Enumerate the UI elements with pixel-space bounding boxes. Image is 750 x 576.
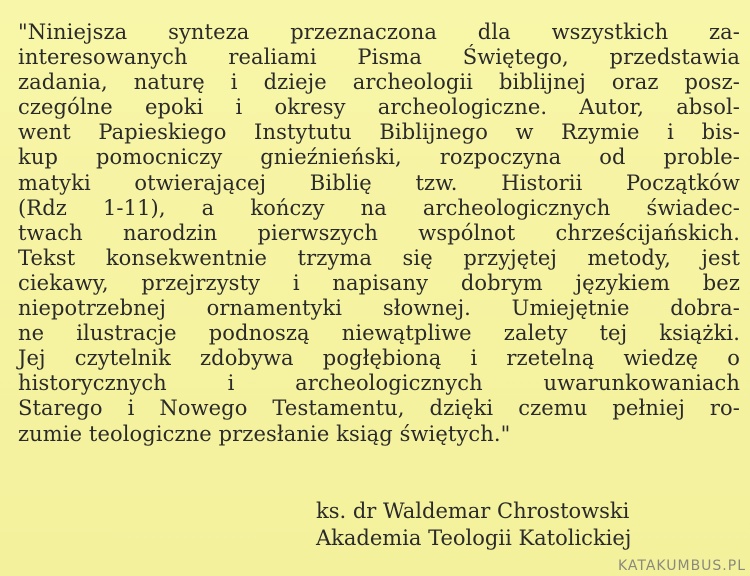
quote-line: czególne epoki i okresy archeologiczne. Autor, absol- [18,95,740,120]
quote-line: zadania, naturę i dzieje archeologii biblijnej oraz posz- [18,70,740,95]
quote-line: zumie teologiczne przesłanie ksiąg świętych." [18,421,511,446]
review-quote [18,20,740,447]
author-affiliation: Akademia Teologii Katolickiej [316,526,632,550]
quote-line: Starego i Nowego Testamentu, dzięki czemu pełniej ro- [18,396,740,421]
quote-line: went Papieskiego Instytutu Biblijnego w Rzymie i bis- [18,120,740,145]
quote-line: niepotrzebnej ornamentyki słownej. Umiejętnie dobra- [18,296,740,321]
quote-line: "Niniejsza synteza przeznaczona dla wszystkich za- [18,20,740,44]
quote-line: ne ilustracje podnoszą niewątpliwe zalety tej książki. [18,321,740,346]
author-name: ks. dr Waldemar Chrostowski [316,499,630,523]
quote-line: twach narodzin pierwszych wspólnot chrześcijańskich. [18,220,740,245]
quote-line: (Rdz 1-11), a kończy na archeologicznych świadec- [18,195,740,220]
site-watermark: KATAKUMBUS.PL [617,558,746,574]
quote-line: ciekawy, przejrzysty i napisany dobrym językiem bez [18,270,740,295]
quote-line: Jej czytelnik zdobywa pogłębioną i rzetelną wiedzę o [18,346,740,371]
quote-line: Tekst konsekwentnie trzyma się przyjętej metody, jest [18,245,740,270]
quote-line: interesowanych realiami Pisma Świętego, przedstawia [18,45,740,70]
quote-line: matyki otwierającej Biblię tzw. Historii Początków [18,170,740,195]
quote-line: kup pomocniczy gnieźnieński, rozpoczyna od proble- [18,145,740,170]
signature-block [316,498,631,552]
quote-line: historycznych i archeologicznych uwarunkowaniach [18,371,740,396]
